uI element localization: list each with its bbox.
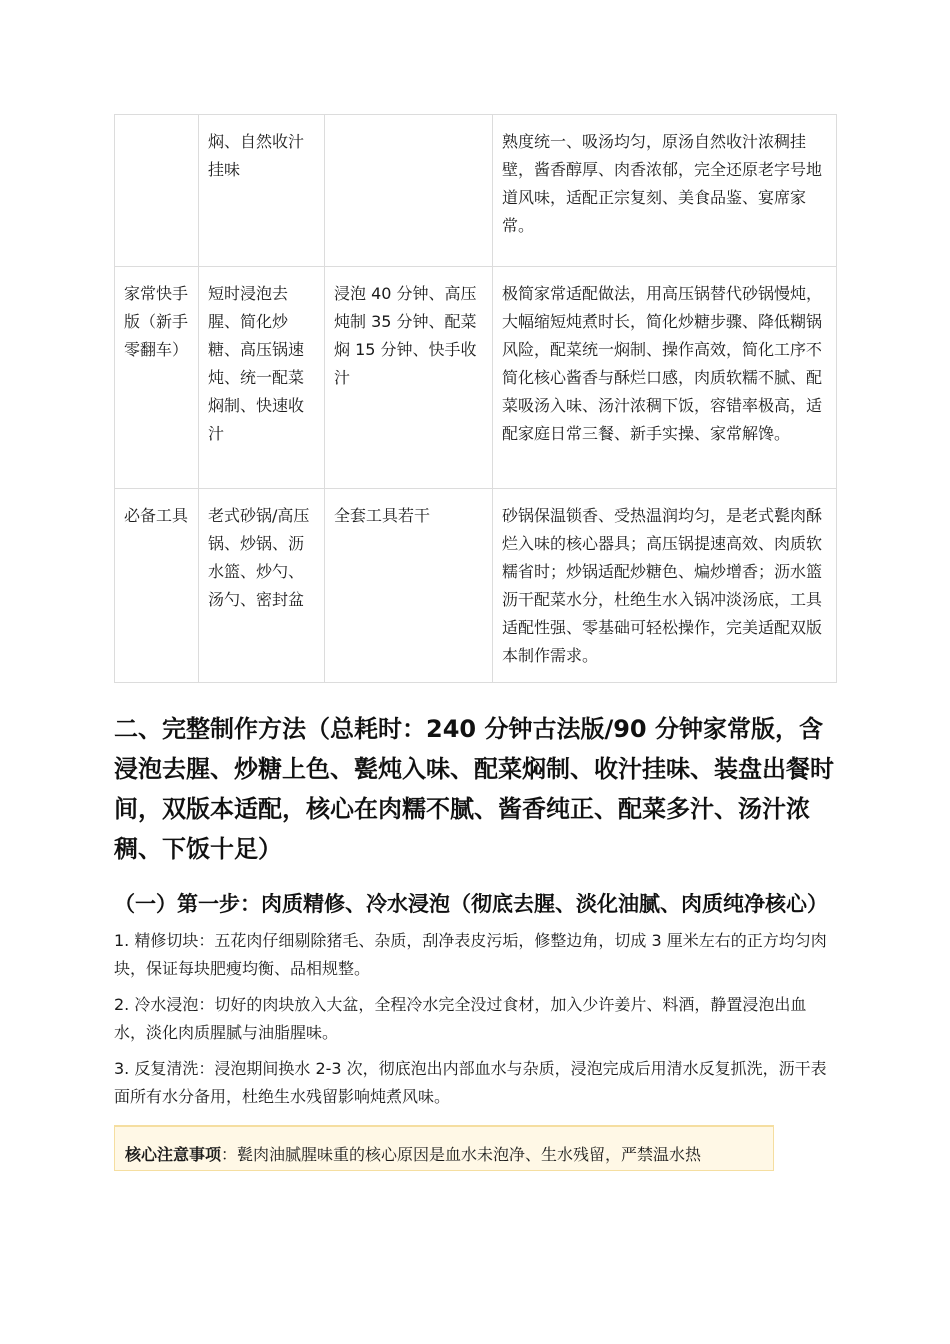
table-cell-desc: 极简家常适配做法，用高压锅替代砂锅慢炖，大幅缩短炖煮时长，简化炒糖步骤、降低糊锅风险，配菜统一焖制、操作高效，简化工序不简化核心酱香与酥烂口感，肉质软糯不腻、配菜吸汤入味、汤汁浓稠下饭，容错率极高，适配家庭日常三餐、新手实操、家常解馋。 <box>493 267 837 489</box>
table-cell-name <box>115 115 199 267</box>
table-cell-name: 必备工具 <box>115 489 199 683</box>
table-row <box>115 115 837 267</box>
table-cell-desc: 砂锅保温锁香、受热温润均匀，是老式甏肉酥烂入味的核心器具；高压锅提速高效、肉质软糯省时；炒锅适配炒糖色、煸炒增香；沥水篮沥干配菜水分，杜绝生水入锅冲淡汤底，工具适配性强、零基础可轻松操作，完美适配双版本制作需求。 <box>493 489 837 683</box>
table-cell-process: 焖、自然收汁挂味 <box>199 115 325 267</box>
step-item: 3. 反复清洗：浸泡期间换水 2-3 次，彻底泡出内部血水与杂质，浸泡完成后用清水反复抓洗，沥干表面所有水分备用，杜绝生水残留影响炖煮风味。 <box>114 1059 827 1106</box>
callout-text: ：甏肉油腻腥味重的核心原因是血水未泡净、生水残留，严禁温水热 <box>221 1145 702 1164</box>
table-cell-name: 家常快手版（新手零翻车） <box>115 267 199 489</box>
table-row <box>115 267 837 489</box>
callout-label: 核心注意事项 <box>125 1145 222 1164</box>
step-item: 2. 冷水浸泡：切好的肉块放入大盆，全程冷水完全没过食材，加入少许姜片、料酒，静置浸泡出血水，淡化肉质腥腻与油脂腥味。 <box>114 995 807 1042</box>
table-row <box>115 489 837 683</box>
step-heading: （一）第一步：肉质精修、冷水浸泡（彻底去腥、淡化油腻、肉质纯净核心） <box>114 892 828 916</box>
section-heading: 二、完整制作方法（总耗时：240 分钟古法版/90 分钟家常版，含浸泡去腥、炒糖上色、甏炖入味、配菜焖制、收汁挂味、装盘出餐时间，双版本适配，核心在肉糯不腻、酱香纯正、配菜多汁、汤汁浓稠、下饭十足） <box>114 715 834 863</box>
table-cell-time: 浸泡 40 分钟、高压炖制 35 分钟、配菜焖 15 分钟、快手收汁 <box>325 267 493 489</box>
recipe-table <box>114 114 837 683</box>
step-item: 1. 精修切块：五花肉仔细剔除猪毛、杂质，刮净表皮污垢，修整边角，切成 3 厘米左右的正方均匀肉块，保证每块肥瘦均衡、品相规整。 <box>114 931 827 978</box>
table-cell-process: 短时浸泡去腥、简化炒糖、高压锅速炖、统一配菜焖制、快速收汁 <box>199 267 325 489</box>
table-cell-time <box>325 115 493 267</box>
table-cell-desc: 熟度统一、吸汤均匀，原汤自然收汁浓稠挂壁，酱香醇厚、肉香浓郁，完全还原老字号地道风味，适配正宗复刻、美食品鉴、宴席家常。 <box>493 115 837 267</box>
table-cell-time: 全套工具若干 <box>325 489 493 683</box>
document-page <box>114 114 836 1171</box>
callout-note <box>114 1125 774 1171</box>
table-cell-process: 老式砂锅/高压锅、炒锅、沥水篮、炒勺、汤勺、密封盆 <box>199 489 325 683</box>
